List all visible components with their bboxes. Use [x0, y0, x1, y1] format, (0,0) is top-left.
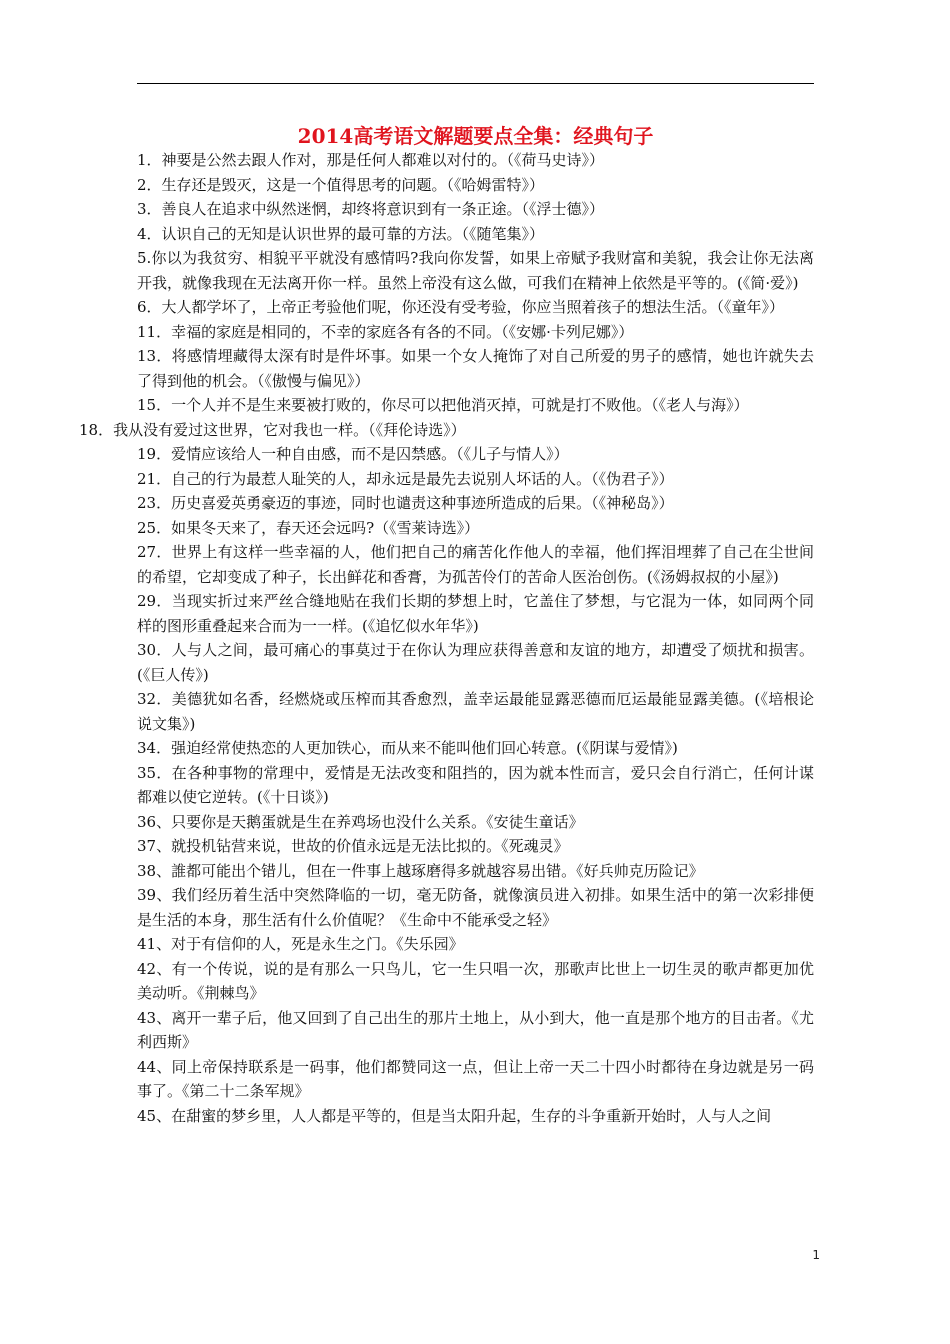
page-number: 1 — [812, 1248, 820, 1262]
paragraph-41: 41、对于有信仰的人，死是永生之门。《失乐园》 — [137, 935, 464, 953]
paragraph-36: 36、只要你是天鹅蛋就是生在养鸡场也没什么关系。《安徒生童话》 — [137, 812, 584, 831]
paragraph-29: 29．当现实折过来严丝合缝地贴在我们长期的梦想上时，它盖住了梦想，与它混为一体，如同两个同样的图形重叠起来合而为一一样。(《追忆似水年华》) — [137, 592, 814, 635]
paragraph-15: 15．一个人并不是生来要被打败的，你尽可以把他消灭掉，可就是打不败他。（《老人与海》） — [137, 396, 749, 414]
paragraph-27: 27．世界上有这样一些幸福的人，他们把自己的痛苦化作他人的幸福，他们挥泪埋葬了自己在尘世间的希望，它却变成了种子，长出鲜花和香膏，为孤苦伶仃的苦命人医治创伤。(《汤姆叔叔的小屋》) — [137, 543, 814, 586]
paragraph-32: 32．美德犹如名香，经燃烧或压榨而其香愈烈，盖幸运最能显露恶德而厄运最能显露美德。(《培根论说文集》) — [137, 690, 814, 733]
paragraph-34: 34．强迫经常使热恋的人更加铁心，而从来不能叫他们回心转意。(《阴谋与爱情》) — [137, 739, 678, 757]
paragraph-30: 30．人与人之间，最可痛心的事莫过于在你认为理应获得善意和友谊的地方，却遭受了烦扰和损害。(《巨人传》) — [137, 641, 814, 684]
paragraph-39: 39、我们经历着生活中突然降临的一切，毫无防备，就像演员进入初排。如果生活中的第一次彩排便是生活的本身，那生活有什么价值呢？《生命中不能承受之轻》 — [137, 886, 814, 929]
paragraph-44: 44、同上帝保持联系是一码事，他们都赞同这一点，但让上帝一天二十四小时都待在身边就是另一码事了。《第二十二条军规》 — [137, 1057, 814, 1100]
header-rule — [137, 83, 814, 84]
paragraph-2: 2．生存还是毁灭，这是一个值得思考的问题。（《哈姆雷特》） — [137, 175, 545, 194]
paragraph-35: 35．在各种事物的常理中，爱情是无法改变和阻挡的，因为就本性而言，爱只会自行消亡，任何计谋都难以使它逆转。(《十日谈》) — [137, 763, 814, 806]
paragraph-5: 5.你以为我贫穷、相貌平平就没有感情吗?我向你发誓，如果上帝赋予我财富和美貌，我会让你无法离开我，就像我现在无法离开你一样。虽然上帝没有这么做，可我们在精神上依然是平等的。(《简·爱》) — [137, 249, 814, 292]
paragraph-11: 11．幸福的家庭是相同的，不幸的家庭各有各的不同。（《安娜·卡列尼娜》） — [137, 322, 634, 341]
paragraph-23: 23．历史喜爱英勇豪迈的事迹，同时也谴责这种事迹所造成的后果。（《神秘岛》） — [137, 494, 674, 512]
paragraph-4: 4．认识自己的无知是认识世界的最可靠的方法。（《随笔集》） — [137, 224, 545, 243]
document-title: 2014高考语文解题要点全集：经典句子 — [297, 124, 654, 148]
paragraph-1: 1．神要是公然去跟人作对，那是任何人都难以对付的。（《荷马史诗》） — [137, 151, 605, 169]
paragraph-13: 13．将感情埋藏得太深有时是件坏事。如果一个女人掩饰了对自己所爱的男子的感情，她也许就失去了得到他的机会。（《傲慢与偏见》） — [137, 347, 814, 390]
paragraph-18: 18．我从没有爱过这世界，它对我也一样。（《拜伦诗选》） — [79, 420, 466, 439]
paragraph-25: 25．如果冬天来了，春天还会远吗?（《雪莱诗选》） — [137, 518, 480, 537]
paragraph-38: 38、誰都可能出个错儿，但在一件事上越琢磨得多就越容易出错。《好兵帅克历险记》 — [137, 861, 704, 880]
paragraph-37: 37、就投机钻营来说，世故的价值永远是无法比拟的。《死魂灵》 — [137, 837, 569, 855]
paragraph-19: 19．爱情应该给人一种自由感，而不是囚禁感。（《儿子与情人》） — [137, 445, 569, 463]
document-body — [79, 148, 814, 1128]
paragraph-21: 21．自己的行为最惹人耻笑的人，却永远是最先去说别人坏话的人。（《伪君子》） — [137, 469, 674, 488]
paragraph-6: 6．大人都学坏了，上帝正考验他们呢，你还没有受考验，你应当照着孩子的想法生活。（《童年》） — [137, 298, 785, 316]
paragraph-45: 45、在甜蜜的梦乡里，人人都是平等的，但是当太阳升起，生存的斗争重新开始时，人与人之间 — [137, 1106, 772, 1125]
paragraph-43: 43、离开一辈子后，他又回到了自己出生的那片土地上，从小到大，他一直是那个地方的目击者。《尤利西斯》 — [137, 1008, 814, 1051]
paragraph-3: 3．善良人在追求中纵然迷惘，却终将意识到有一条正途。（《浮士德》） — [137, 200, 605, 218]
paragraph-42: 42、有一个传说，说的是有那么一只鸟儿，它一生只唱一次，那歌声比世上一切生灵的歌声都更加优美动听。《荆棘鸟》 — [137, 959, 814, 1002]
